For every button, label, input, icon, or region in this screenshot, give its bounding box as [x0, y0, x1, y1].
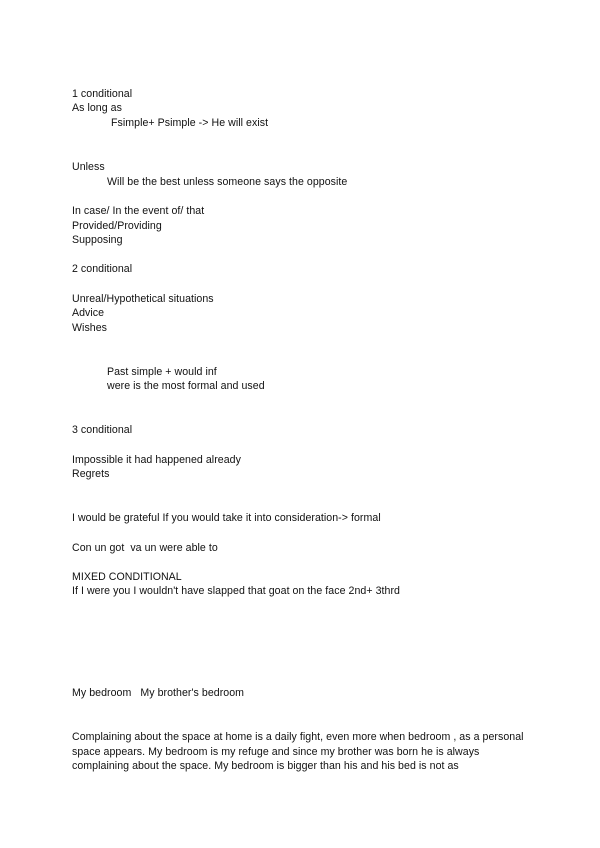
text-line: I would be grateful If you would take it into consideration-> formal — [72, 512, 381, 524]
text-line: Wishes — [72, 322, 108, 334]
text-line: Regrets — [72, 468, 110, 480]
heading-third-conditional: 3 conditional — [72, 424, 133, 436]
text-line: Provided/Providing — [72, 220, 162, 232]
text-line: Unreal/Hypothetical situations — [72, 293, 214, 305]
essay-paragraph: Complaining about the space at home is a daily fight, even more when bedroom , as a personal space appears. My bedroom is my refuge and since my brother was born he is always complaining about the space. My bedroom is bigger than his and his bed is not as — [72, 731, 524, 773]
text-line: were is the most formal and used — [107, 380, 265, 392]
text-line: Con un got va un were able to — [72, 542, 218, 554]
text-line: Unless — [72, 161, 105, 173]
text-line: Supposing — [72, 234, 123, 246]
text-line: As long as — [72, 102, 122, 114]
text-line: Fsimple+ Psimple -> He will exist — [111, 117, 269, 129]
heading-second-conditional: 2 conditional — [72, 263, 133, 275]
text-line: Past simple + would inf — [107, 366, 217, 378]
text-line: In case/ In the event of/ that — [72, 205, 205, 217]
text-line: Impossible it had happened already — [72, 454, 241, 466]
text-line: If I were you I wouldn't have slapped that goat on the face 2nd+ 3thrd — [72, 585, 400, 597]
essay-title: My bedroom My brother's bedroom — [72, 687, 245, 699]
text-line: Will be the best unless someone says the opposite — [107, 176, 348, 188]
text-line: Advice — [72, 307, 105, 319]
heading-first-conditional: 1 conditional — [72, 88, 133, 100]
heading-mixed-conditional: MIXED CONDITIONAL — [72, 571, 182, 583]
